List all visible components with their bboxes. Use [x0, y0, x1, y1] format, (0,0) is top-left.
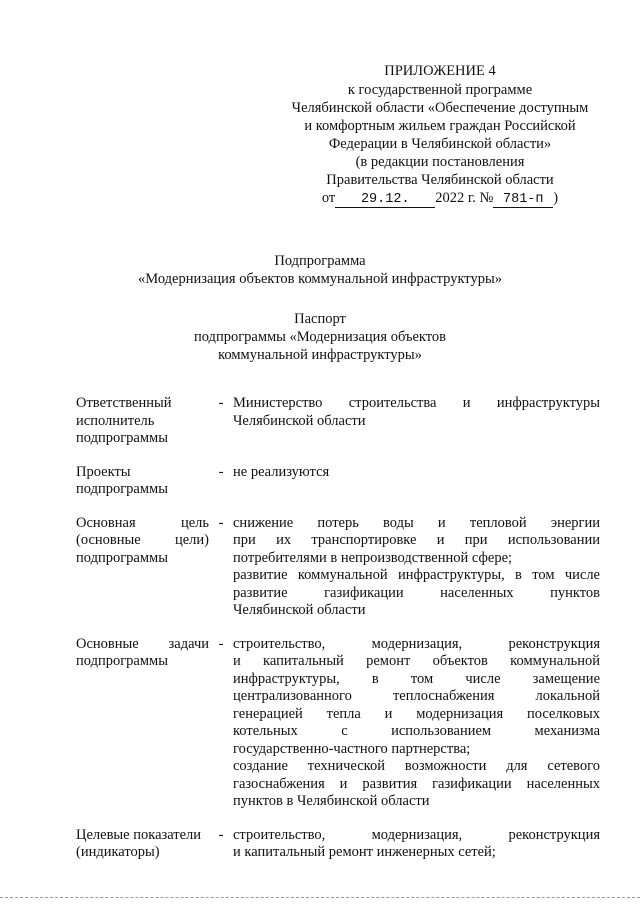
value-paragraph	[233, 636, 600, 759]
value-paragraph	[233, 567, 600, 620]
value-paragraph	[233, 515, 600, 568]
value-line: генерацией тепла и модернизация поселковых	[233, 705, 600, 722]
value-line: и капитальный ремонт инженерных сетей;	[233, 844, 496, 860]
row-label-line: Основные задачи	[76, 635, 209, 652]
value-line: газоснабжения и развития газификации населенных	[233, 775, 600, 792]
appendix-line: Правительства Челябинской области	[326, 172, 554, 188]
sig-close: )	[553, 190, 559, 206]
appendix-line: Федерации в Челябинской области»	[328, 136, 552, 152]
row-label	[76, 636, 209, 811]
sig-prefix: от	[321, 190, 336, 206]
value-line: при их транспортировке и при использовании	[233, 532, 600, 548]
passport-line: коммунальной инфраструктуры»	[218, 347, 422, 363]
passport-row-projects	[76, 464, 600, 499]
passport-label: Паспорт	[294, 311, 346, 327]
value-line: и капитальный ремонт объектов коммунальной	[233, 653, 600, 669]
resolution-date: 29.12.	[335, 193, 435, 208]
row-label	[76, 515, 209, 620]
appendix-line: и комфортным жильем граждан Российской	[304, 118, 576, 134]
row-value	[233, 636, 600, 811]
resolution-number: 781-п	[493, 193, 553, 208]
value-line: котельных с использованием механизма	[233, 723, 600, 739]
row-value	[233, 515, 600, 620]
passport-title	[0, 310, 640, 364]
subprogram-label: Подпрограмма	[274, 253, 366, 269]
value-line: государственно-частного партнерства;	[233, 740, 471, 757]
row-label	[76, 464, 209, 499]
passport-line: подпрограммы «Модернизация объектов	[193, 329, 447, 345]
value-line: снижение потерь воды и тепловой энергии	[233, 514, 600, 531]
row-label-line: подпрограммы	[76, 653, 168, 669]
row-dash: -	[218, 826, 224, 843]
value-paragraph	[233, 758, 600, 811]
passport-row-tasks	[76, 636, 600, 811]
value-line: развитие коммунальной инфраструктуры, в том числе	[233, 567, 600, 583]
value-paragraph	[233, 395, 600, 430]
value-line: инфраструктуры, в том числе замещение	[233, 670, 600, 687]
row-dash: -	[218, 463, 224, 480]
row-label-line: Ответственный	[76, 395, 172, 411]
row-value	[233, 395, 600, 448]
value-line: строительство, модернизация, реконструкция	[233, 635, 600, 652]
value-line: создание технической возможности для сетевого	[233, 758, 600, 774]
row-label-line: Проекты	[76, 463, 131, 480]
passport-row-goals	[76, 515, 600, 620]
row-label-line: Целевые показатели	[76, 826, 202, 843]
value-line: пунктов в Челябинской области	[233, 793, 430, 809]
passport-row-responsible	[76, 395, 600, 448]
row-value	[233, 464, 600, 499]
subprogram-title	[0, 252, 640, 288]
value-line: Министерство строительства и инфраструктуры	[233, 395, 600, 411]
appendix-line: Челябинской области «Обеспечение доступным	[291, 100, 589, 116]
row-label-line: (индикаторы)	[76, 844, 160, 860]
scan-edge-divider	[0, 897, 640, 901]
appendix-line: к государственной программе	[347, 82, 533, 98]
value-line: Челябинской области	[233, 602, 366, 618]
row-label-line: Основная цель	[76, 514, 209, 531]
row-label-line: (основные цели)	[76, 532, 209, 548]
row-dash: -	[218, 395, 224, 411]
value-paragraph	[233, 827, 600, 862]
passport-row-indicators	[76, 827, 600, 862]
subprogram-name: «Модернизация объектов коммунальной инфраструктуры»	[138, 271, 502, 287]
row-dash: -	[218, 635, 224, 652]
row-label-line: подпрограммы	[76, 481, 168, 497]
row-label	[76, 827, 209, 862]
appendix-line: (в редакции постановления	[355, 154, 525, 170]
row-label	[76, 395, 209, 448]
value-line: не реализуются	[233, 463, 330, 480]
sig-year: 2022 г. №	[435, 190, 494, 206]
row-label-line: исполнитель	[76, 412, 155, 429]
value-line: строительство, модернизация, реконструкция	[233, 826, 600, 843]
row-dash: -	[218, 514, 224, 531]
value-line: развитие газификации населенных пунктов	[233, 584, 600, 601]
appendix-header	[270, 62, 610, 208]
value-paragraph	[233, 464, 600, 482]
passport-table	[76, 395, 600, 862]
resolution-signature-line	[270, 189, 610, 208]
row-label-line: подпрограммы	[76, 430, 168, 446]
value-line: централизованного теплоснабжения локальной	[233, 688, 600, 704]
row-label-line: подпрограммы	[76, 549, 168, 566]
row-value	[233, 827, 600, 862]
value-line: Челябинской области	[233, 412, 366, 429]
appendix-heading: ПРИЛОЖЕНИЕ 4	[384, 63, 496, 79]
value-line: потребителями в непроизводственной сфере;	[233, 549, 513, 566]
